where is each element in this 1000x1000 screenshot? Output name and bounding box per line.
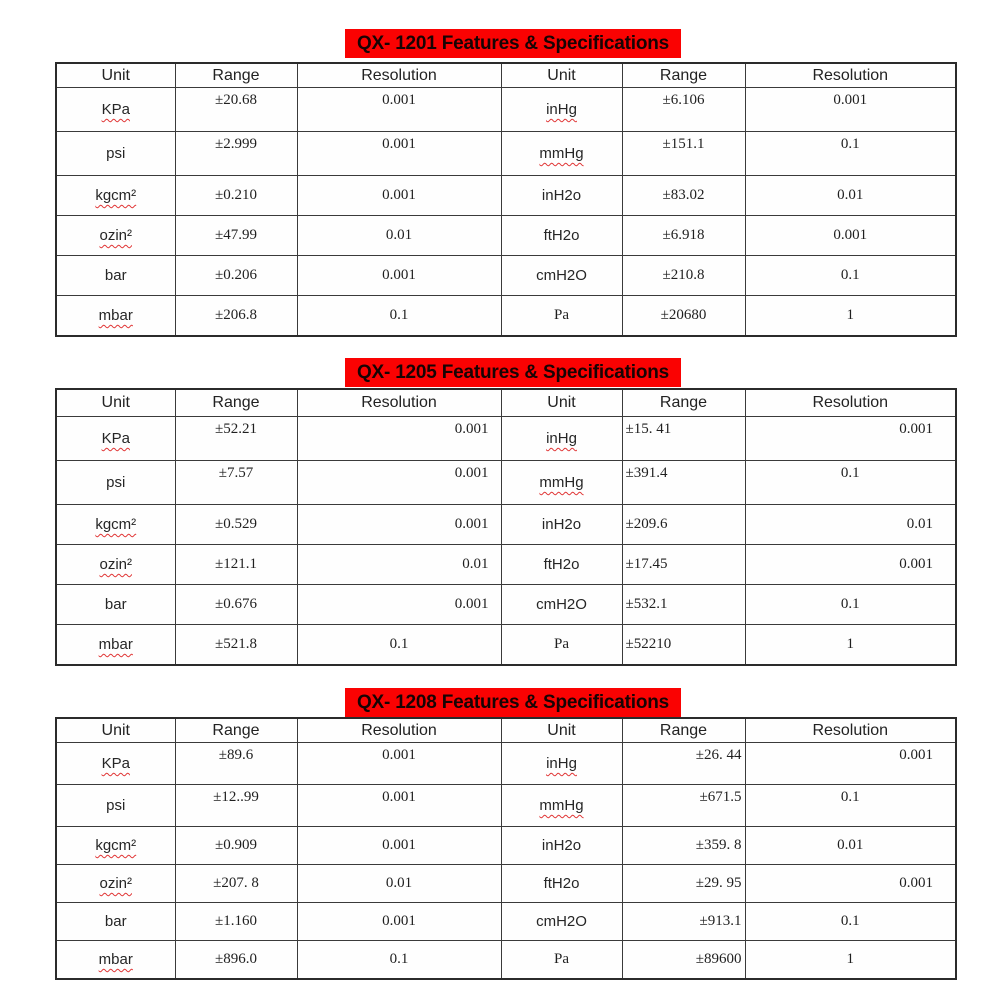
unit-cell: ozin² [56,216,175,256]
unit-cell: ftH2o [501,865,622,903]
unit-cell: psi [56,132,175,176]
col-header-resolution-5: Resolution [745,389,956,417]
unit-cell: KPa [56,743,175,785]
col-header-range-4: Range [622,389,745,417]
resolution-cell: 1 [745,296,956,337]
range-cell: ±17.45 [622,545,745,585]
table-row [56,296,956,337]
resolution-cell: 0.001 [745,88,956,132]
resolution-cell: 0.001 [297,417,501,461]
resolution-cell: 0.001 [297,176,501,216]
resolution-cell: 0.01 [745,176,956,216]
col-header-resolution-5: Resolution [745,718,956,743]
resolution-cell: 0.01 [297,865,501,903]
table-row [56,827,956,865]
qx1205-spec-table [55,388,957,666]
resolution-cell: 0.001 [297,585,501,625]
unit-cell: kgcm² [56,176,175,216]
range-cell: ±20680 [622,296,745,337]
table-row [56,865,956,903]
resolution-cell: 0.1 [745,461,956,505]
resolution-cell: 0.001 [745,743,956,785]
resolution-cell: 0.001 [297,827,501,865]
resolution-cell: 0.1 [745,903,956,941]
col-header-range-1: Range [175,389,297,417]
header-row [56,718,956,743]
unit-cell: ftH2o [501,545,622,585]
unit-cell: mmHg [501,785,622,827]
qx1201-title-banner [345,29,681,58]
resolution-cell: 0.001 [745,216,956,256]
col-header-unit-3: Unit [501,63,622,88]
unit-cell: mbar [56,296,175,337]
unit-cell: KPa [56,417,175,461]
qx1208-title-banner [345,688,681,717]
range-cell: ±12..99 [175,785,297,827]
qx1201-spec-table [55,62,957,337]
unit-cell: psi [56,785,175,827]
range-cell: ±532.1 [622,585,745,625]
resolution-cell: 0.001 [297,132,501,176]
col-header-unit-3: Unit [501,389,622,417]
range-cell: ±0.206 [175,256,297,296]
qx1205-title-banner [345,358,681,387]
qx1201-title: QX- 1201 Features & Specifications [356,32,670,54]
unit-cell: inH2o [501,176,622,216]
unit-cell: inHg [501,743,622,785]
resolution-cell: 0.001 [297,88,501,132]
col-header-resolution-2: Resolution [297,389,501,417]
range-cell: ±89.6 [175,743,297,785]
unit-cell: inH2o [501,827,622,865]
table-row [56,256,956,296]
range-cell: ±29. 95 [622,865,745,903]
range-cell: ±210.8 [622,256,745,296]
range-cell: ±151.1 [622,132,745,176]
resolution-cell: 0.001 [297,256,501,296]
resolution-cell: 0.01 [297,216,501,256]
unit-cell: mbar [56,941,175,980]
range-cell: ±391.4 [622,461,745,505]
unit-cell: bar [56,585,175,625]
range-cell: ±0.210 [175,176,297,216]
table-row [56,785,956,827]
range-cell: ±521.8 [175,625,297,666]
range-cell: ±1.160 [175,903,297,941]
col-header-range-1: Range [175,718,297,743]
range-cell: ±0.529 [175,505,297,545]
col-header-resolution-2: Resolution [297,63,501,88]
range-cell: ±0.909 [175,827,297,865]
table-row [56,176,956,216]
resolution-cell: 1 [745,625,956,666]
unit-cell: bar [56,903,175,941]
range-cell: ±896.0 [175,941,297,980]
resolution-cell: 0.1 [745,785,956,827]
range-cell: ±206.8 [175,296,297,337]
unit-cell: cmH2O [501,585,622,625]
table-row [56,505,956,545]
table-row [56,585,956,625]
range-cell: ±913.1 [622,903,745,941]
range-cell: ±52.21 [175,417,297,461]
table-row [56,941,956,980]
qx1205-title: QX- 1205 Features & Specifications [356,361,670,383]
resolution-cell: 0.001 [745,545,956,585]
resolution-cell: 0.01 [745,505,956,545]
unit-cell: kgcm² [56,505,175,545]
range-cell: ±52210 [622,625,745,666]
col-header-unit-0: Unit [56,718,175,743]
col-header-unit-3: Unit [501,718,622,743]
range-cell: ±20.68 [175,88,297,132]
unit-cell: mbar [56,625,175,666]
table-row [56,88,956,132]
col-header-range-4: Range [622,63,745,88]
range-cell: ±47.99 [175,216,297,256]
range-cell: ±209.6 [622,505,745,545]
resolution-cell: 0.001 [297,505,501,545]
table-row [56,903,956,941]
range-cell: ±0.676 [175,585,297,625]
resolution-cell: 0.1 [297,625,501,666]
resolution-cell: 0.001 [297,743,501,785]
range-cell: ±89600 [622,941,745,980]
resolution-cell: 0.1 [745,585,956,625]
range-cell: ±15. 41 [622,417,745,461]
table-row [56,743,956,785]
range-cell: ±359. 8 [622,827,745,865]
range-cell: ±83.02 [622,176,745,216]
col-header-unit-0: Unit [56,389,175,417]
unit-cell: mmHg [501,461,622,505]
unit-cell: Pa [501,625,622,666]
col-header-resolution-2: Resolution [297,718,501,743]
col-header-resolution-5: Resolution [745,63,956,88]
resolution-cell: 0.1 [745,132,956,176]
unit-cell: inHg [501,88,622,132]
unit-cell: kgcm² [56,827,175,865]
table-row [56,417,956,461]
col-header-range-1: Range [175,63,297,88]
qx1208-spec-table [55,717,957,980]
unit-cell: cmH2O [501,256,622,296]
resolution-cell: 0.01 [297,545,501,585]
resolution-cell: 0.1 [745,256,956,296]
range-cell: ±2.999 [175,132,297,176]
range-cell: ±26. 44 [622,743,745,785]
resolution-cell: 0.001 [297,903,501,941]
resolution-cell: 0.001 [745,865,956,903]
unit-cell: inH2o [501,505,622,545]
resolution-cell: 0.001 [297,785,501,827]
unit-cell: cmH2O [501,903,622,941]
range-cell: ±121.1 [175,545,297,585]
resolution-cell: 1 [745,941,956,980]
range-cell: ±207. 8 [175,865,297,903]
col-header-unit-0: Unit [56,63,175,88]
unit-cell: ozin² [56,865,175,903]
unit-cell: Pa [501,296,622,337]
resolution-cell: 0.1 [297,941,501,980]
table-row [56,216,956,256]
table-row [56,545,956,585]
unit-cell: Pa [501,941,622,980]
table-row [56,461,956,505]
header-row [56,389,956,417]
table-row [56,625,956,666]
header-row [56,63,956,88]
range-cell: ±6.106 [622,88,745,132]
unit-cell: ftH2o [501,216,622,256]
unit-cell: psi [56,461,175,505]
resolution-cell: 0.001 [297,461,501,505]
qx1208-title: QX- 1208 Features & Specifications [356,691,670,713]
table-row [56,132,956,176]
range-cell: ±7.57 [175,461,297,505]
resolution-cell: 0.001 [745,417,956,461]
resolution-cell: 0.01 [745,827,956,865]
range-cell: ±6.918 [622,216,745,256]
range-cell: ±671.5 [622,785,745,827]
unit-cell: ozin² [56,545,175,585]
unit-cell: KPa [56,88,175,132]
unit-cell: bar [56,256,175,296]
unit-cell: mmHg [501,132,622,176]
col-header-range-4: Range [622,718,745,743]
resolution-cell: 0.1 [297,296,501,337]
unit-cell: inHg [501,417,622,461]
